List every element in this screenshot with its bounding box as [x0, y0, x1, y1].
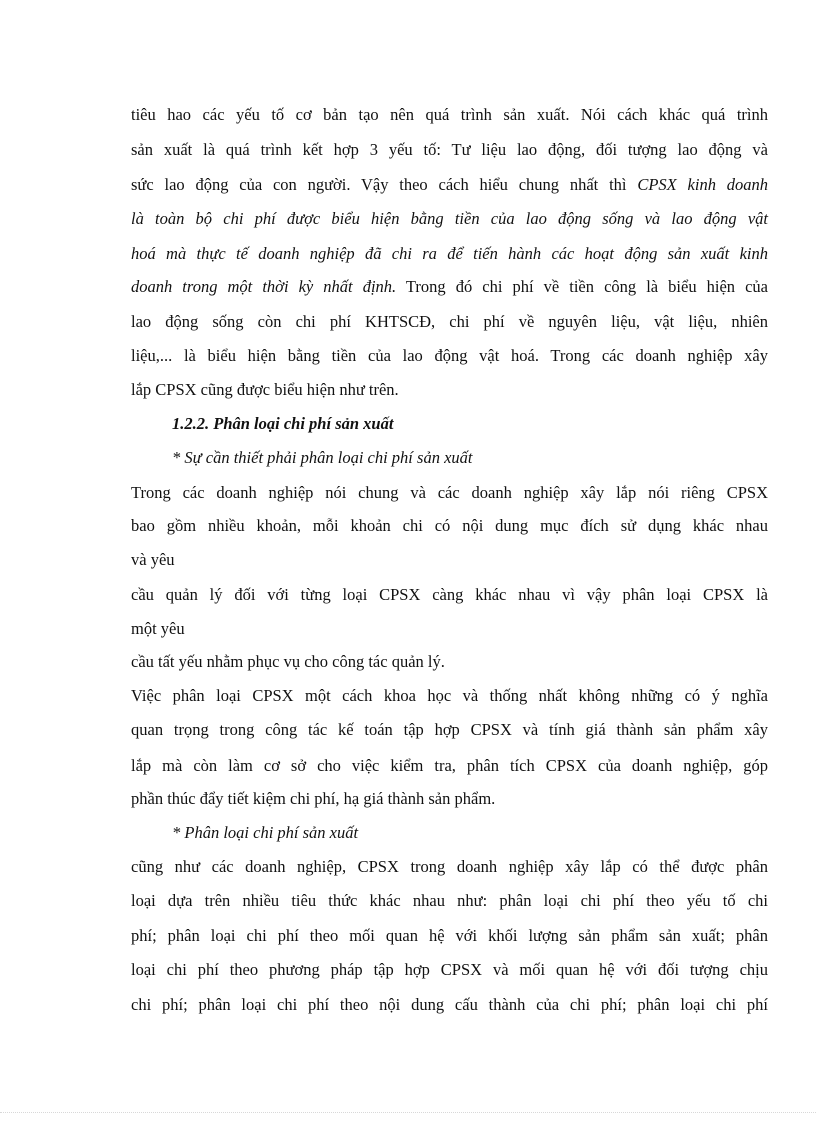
paragraph-line: Việc phân loại CPSX một cách khoa học và thống nhất không những có ý nghĩa: [131, 686, 768, 705]
paragraph-line: cầu quản lý đối với từng loại CPSX càng khác nhau vì vậy phân loại CPSX là: [131, 585, 768, 604]
paragraph-line: một yêu: [131, 619, 185, 638]
text-run: Trong đó chi phí về tiền công là biểu hiện của: [396, 277, 768, 296]
paragraph-line: hoá mà thực tế doanh nghiệp đã chi ra để tiến hành các hoạt động sản xuất kinh: [131, 244, 768, 263]
paragraph-line: cầu tất yếu nhằm phục vụ cho công tác quản lý.: [131, 652, 445, 671]
paragraph-line: là toàn bộ chi phí được biểu hiện bằng tiền của lao động sống và lao động vật: [131, 209, 768, 228]
paragraph-line: phí; phân loại chi phí theo mối quan hệ với khối lượng sản phẩm sản xuất; phân: [131, 926, 768, 945]
paragraph-line: [131, 277, 768, 297]
subheading: * Sự cần thiết phải phân loại chi phí sản xuất: [172, 448, 473, 467]
paragraph-line: bao gồm nhiều khoản, mỗi khoản chi có nội dung mục đích sử dụng khác nhau: [131, 516, 768, 535]
paragraph-line: loại chi phí theo phương pháp tập hợp CPSX và mối quan hệ với đối tượng chịu: [131, 960, 768, 979]
paragraph-line: sản xuất là quá trình kết hợp 3 yếu tố: Tư liệu lao động, đối tượng lao động và: [131, 140, 768, 159]
paragraph-line: Trong các doanh nghiệp nói chung và các doanh nghiệp xây lắp nói riêng CPSX: [131, 483, 768, 502]
paragraph-line: [131, 175, 768, 195]
paragraph-line: phần thúc đẩy tiết kiệm chi phí, hạ giá thành sản phẩm.: [131, 789, 496, 808]
section-heading: 1.2.2. Phân loại chi phí sản xuất: [172, 414, 394, 433]
paragraph-line: lắp CPSX cũng được biểu hiện như trên.: [131, 380, 399, 399]
text-run: sức lao động của con người. Vậy theo cách hiểu chung nhất thì: [131, 175, 638, 194]
paragraph-line: cũng như các doanh nghiệp, CPSX trong doanh nghiệp xây lắp có thể được phân: [131, 857, 768, 876]
italic-text-run: CPSX kinh doanh: [637, 175, 768, 194]
paragraph-line: quan trọng trong công tác kế toán tập hợp CPSX và tính giá thành sản phẩm xây: [131, 720, 768, 739]
paragraph-line: lắp mà còn làm cơ sở cho việc kiểm tra, phân tích CPSX của doanh nghiệp, góp: [131, 756, 768, 775]
paragraph-line: loại dựa trên nhiều tiêu thức khác nhau như: phân loại chi phí theo yếu tố chi: [131, 891, 768, 910]
paragraph-line: và yêu: [131, 550, 175, 569]
paragraph-line: tiêu hao các yếu tố cơ bản tạo nên quá trình sản xuất. Nói cách khác quá trình: [131, 105, 768, 124]
page-bottom-divider: [0, 1112, 816, 1113]
subheading: * Phân loại chi phí sản xuất: [172, 823, 359, 842]
italic-text-run: doanh trong một thời kỳ nhất định.: [131, 277, 397, 296]
paragraph-line: lao động sống còn chi phí KHTSCĐ, chi phí về nguyên liệu, vật liệu, nhiên: [131, 312, 768, 331]
paragraph-line: chi phí; phân loại chi phí theo nội dung cấu thành của chi phí; phân loại chi phí: [131, 995, 768, 1014]
paragraph-line: liệu,... là biểu hiện bằng tiền của lao động vật hoá. Trong các doanh nghiệp xây: [131, 346, 768, 365]
